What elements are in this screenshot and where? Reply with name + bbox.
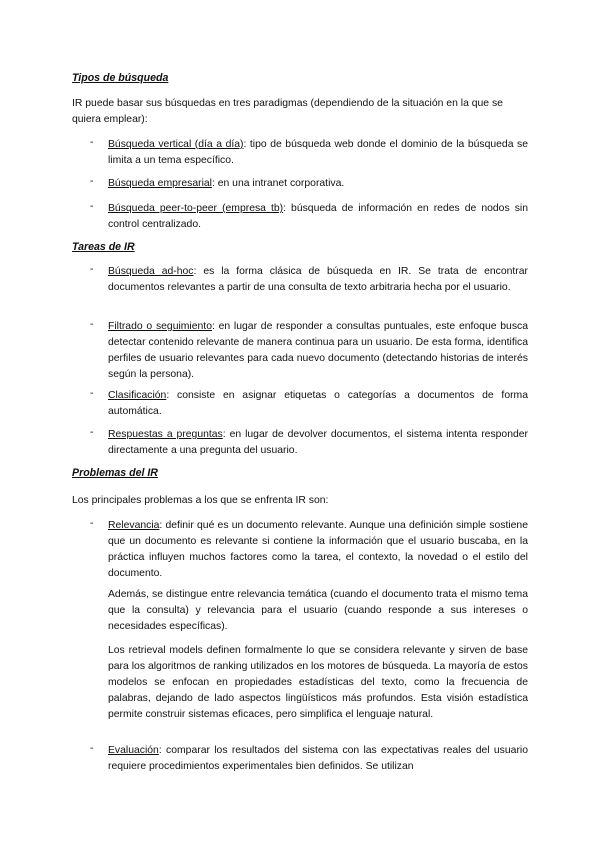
- section-intro-tipos: IR puede basar sus búsquedas en tres paradigmas (dependiendo de la situación en la que se quiera emplear):: [72, 98, 503, 125]
- list-item-term: Evaluación: [108, 745, 159, 756]
- section-heading-tareas: Tareas de IR: [72, 241, 135, 253]
- list-item-body: [108, 176, 528, 192]
- list-dash: -: [90, 518, 94, 529]
- list-item-term: Búsqueda empresarial: [108, 178, 212, 189]
- list-item-text: : comparar los resultados del sistema con las expectativas reales del usuario requiere procedimientos experimentales bien definidos. Se utilizan: [108, 745, 528, 772]
- list-item-term: Relevancia: [108, 520, 160, 531]
- list-dash: -: [90, 176, 94, 187]
- list-dash: -: [90, 201, 94, 212]
- list-item-text: : es la forma clásica de búsqueda en IR. Se trata de encontrar documentos relevantes a partir de una consulta de texto arbitraria hecha por el usuario.: [108, 266, 528, 293]
- list-item-text: : en una intranet corporativa.: [211, 178, 345, 189]
- list-dash: -: [90, 319, 94, 330]
- list-item-term: Búsqueda peer-to-peer (empresa tb): [108, 203, 284, 214]
- section-intro-problemas: Los principales problemas a los que se enfrenta IR son:: [72, 495, 329, 506]
- list-dash: -: [90, 388, 94, 399]
- list-dash: -: [90, 743, 94, 754]
- list-item-term: Búsqueda vertical (día a día): [108, 139, 244, 150]
- list-item-text: : consiste en asignar etiquetas o categorías a documentos de forma automática.: [108, 390, 528, 417]
- list-dash: -: [90, 427, 94, 438]
- list-item-term: Clasificación: [108, 390, 167, 401]
- list-item-body: [108, 743, 528, 775]
- list-item-body: [108, 137, 528, 169]
- list-dash: -: [90, 264, 94, 275]
- list-item-body: [108, 427, 528, 459]
- list-dash: -: [90, 137, 94, 148]
- list-item-body: [108, 518, 528, 582]
- relevancia-paragraph-2: Los retrieval models definen formalmente lo que se considera relevante y sirven de base para los algoritmos de ranking utilizados en los motores de búsqueda. La mayoría de estos modelos se enfocan en propiedades estadísticas del texto, como la frecuencia de palabras, dejando de lado aspectos lingüísticos más profundos. Esta visión estadística permite construir sistemas eficaces, pero simplifica el lenguaje natural.: [108, 645, 528, 720]
- section-heading-problemas: Problemas del IR: [72, 467, 158, 479]
- list-item-body: [108, 388, 528, 420]
- list-item-text: : definir qué es un documento relevante. Aunque una definición simple sostiene que un documento es relevante si contiene la información que el usuario buscaba, en la práctica influyen muchos factores como la tarea, el contexto, la novedad o el estilo del documento.: [108, 520, 528, 579]
- list-item-term: Filtrado o seguimiento: [108, 321, 212, 332]
- list-item-term: Respuestas a preguntas: [108, 429, 223, 440]
- section-heading-tipos: Tipos de búsqueda: [72, 72, 169, 84]
- list-item-text: : en lugar de responder a consultas puntuales, este enfoque busca detectar contenido relevante de manera continua para un usuario. De esta forma, identifica perfiles de usuario relevantes para cada nuevo documento (detectando historias de interés según la persona).: [108, 321, 528, 380]
- list-item-text: : búsqueda de información en redes de nodos sin control centralizado.: [108, 203, 528, 230]
- list-item-term: Búsqueda ad-hoc: [108, 266, 194, 277]
- list-item-text: : en lugar de devolver documentos, el sistema intenta responder directamente a una pregunta del usuario.: [108, 429, 529, 456]
- list-item-body: [108, 319, 528, 383]
- list-item-body: [108, 264, 528, 296]
- list-item-body: [108, 201, 528, 233]
- relevancia-paragraph-1: Además, se distingue entre relevancia temática (cuando el documento trata el mismo tema que la consulta) y relevancia para el usuario (cuando responde a sus intereses o necesidades específicas).: [108, 589, 528, 632]
- list-item-text: : tipo de búsqueda web donde el dominio de la búsqueda se limita a un tema específico.: [108, 139, 528, 166]
